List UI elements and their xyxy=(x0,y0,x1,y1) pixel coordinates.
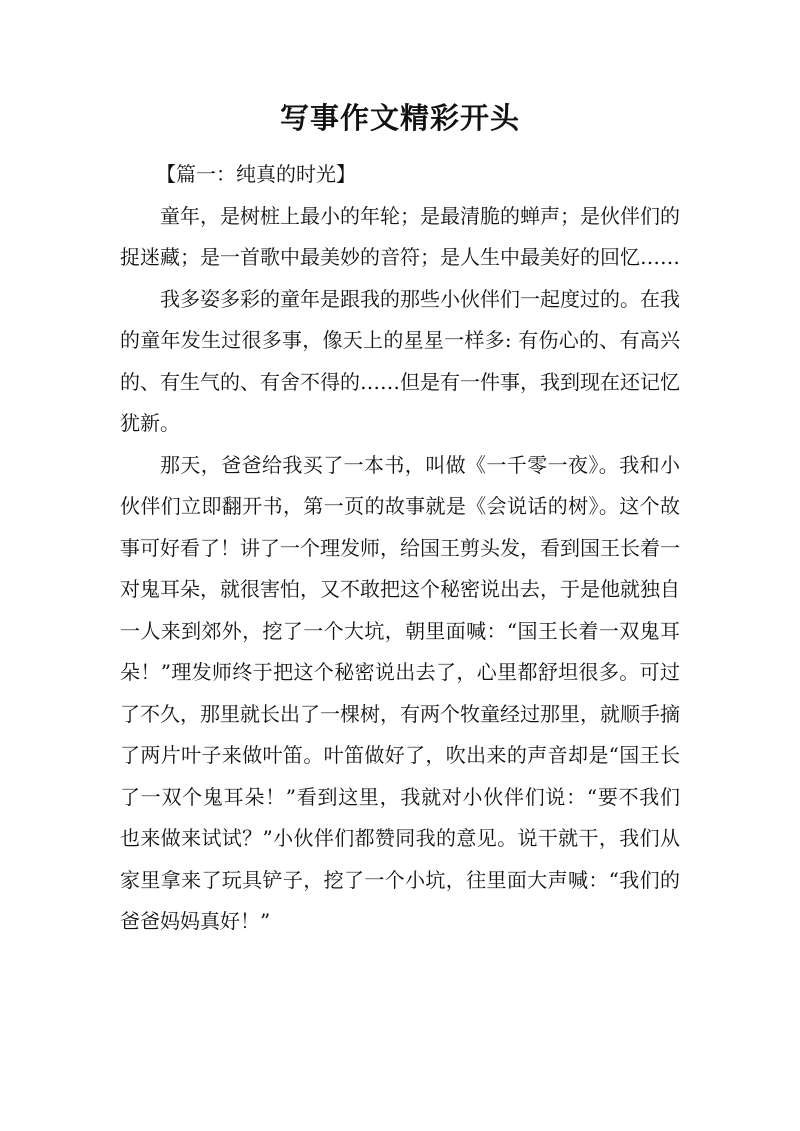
paragraph: 那天，爸爸给我买了一本书，叫做《一千零一夜》。我和小伙伴们立即翻开书，第一页的故事就是《会说话的树》。这个故事可好看了！讲了一个理发师，给国王剪头发，看到国王长着一对鬼耳朵，就很害怕，又不敢把这个秘密说出去，于是他就独自一人来到郊外，挖了一个大坑，朝里面喊：“国王长着一双鬼耳朵！”理发师终于把这个秘密说出去了，心里都舒坦很多。可过了不久，那里就长出了一棵树，有两个牧童经过那里，就顺手摘了两片叶子来做叶笛。叶笛做好了，吹出来的声音却是“国王长了一双个鬼耳朵！”看到这里，我就对小伙伴们说：“要不我们也来做来试试？”小伙伴们都赞同我的意见。说干就干，我们从家里拿来了玩具铲子，挖了一个小坑，往里面大声喊：“我们的爸爸妈妈真好！” xyxy=(120,452,680,933)
paragraph: 我多姿多彩的童年是跟我的那些小伙伴们一起度过的。在我的童年发生过很多事，像天上的星星一样多: 有伤心的、有高兴的、有生气的、有舍不得的……但是有一件事，我到现在还记忆犹新。 xyxy=(120,286,680,435)
section-heading: 【篇一：纯真的时光】 xyxy=(156,162,356,186)
document-body xyxy=(120,154,680,943)
paragraph: 童年，是树桩上最小的年轮；是最清脆的蝉声；是伙伴们的捉迷藏；是一首歌中最美妙的音符；是人生中最美好的回忆…… xyxy=(120,203,680,269)
document-title: 写事作文精彩开头 xyxy=(279,101,520,135)
